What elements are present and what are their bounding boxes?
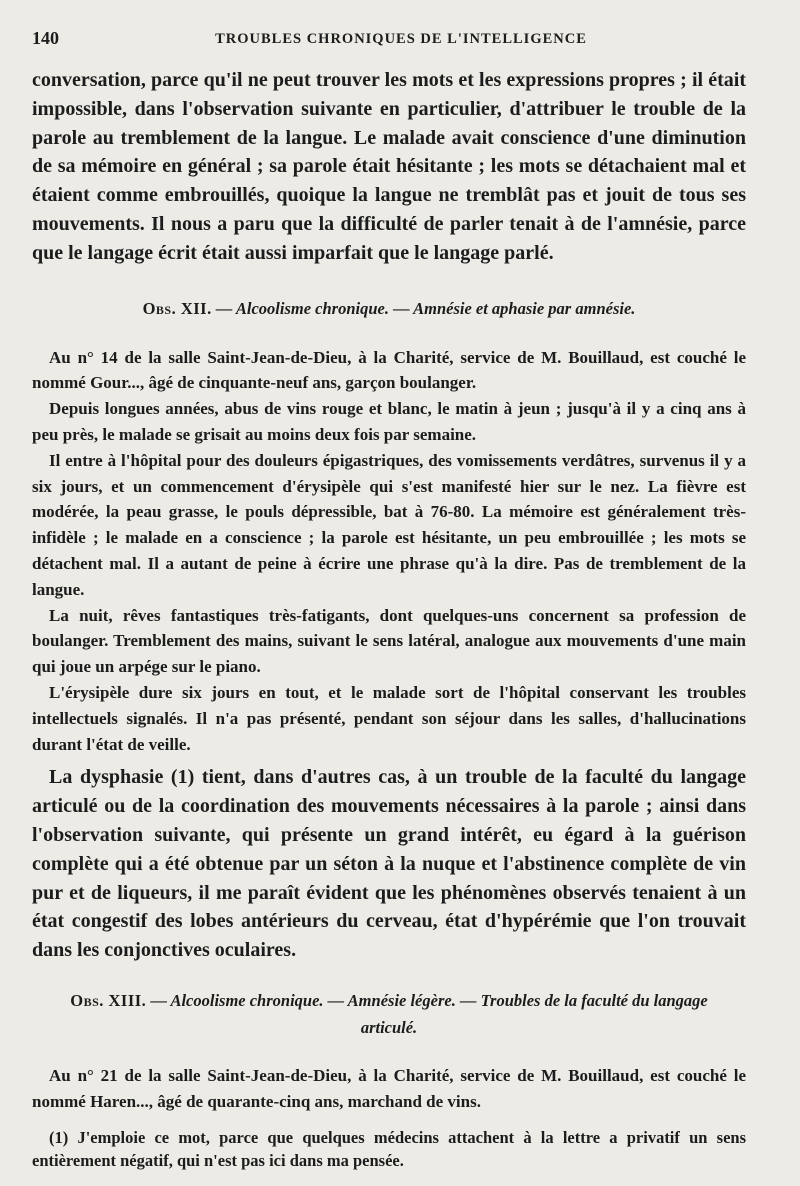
case-paragraph: Au n° 21 de la salle Saint-Jean-de-Dieu, à la Charité, service de M. Bouillaud, est couché le nommé Haren..., âgé de quarante-cinq ans, marchand de vins. [32, 1065, 746, 1111]
observation-heading-xiii [32, 987, 746, 1041]
observation-label: Obs. XIII. [70, 990, 147, 1010]
observation-heading-xii [32, 295, 746, 322]
case-paragraph: La nuit, rêves fantastiques très-fatigants, dont quelques-uns concernent sa profession de boulanger. Tremblement des mains, suivant le sens latéral, analogue aux mouvements d'une main qui joue un arpége sur le piano. [32, 605, 746, 677]
observation-label: Obs. XII. [142, 298, 212, 318]
observation-title: — Alcoolisme chronique. — Amnésie légère. — Troubles de la faculté du langage articulé. [150, 990, 708, 1037]
page-number: 140 [32, 28, 59, 48]
page-body [32, 66, 746, 1172]
footnote: (1) J'emploie ce mot, parce que quelques médecins attachent à la lettre a privatif un sens entièrement négatif, qui n'est pas ici dans ma pensée. [32, 1127, 746, 1170]
case-paragraph: Au n° 14 de la salle Saint-Jean-de-Dieu, à la Charité, service de M. Bouillaud, est couché le nommé Gour..., âgé de cinquante-neuf ans, garçon boulanger. [32, 347, 746, 393]
running-head: TROUBLES CHRONIQUES DE L'INTELLIGENCE [215, 31, 587, 47]
page-header [32, 28, 770, 52]
case-paragraph: Depuis longues années, abus de vins rouge et blanc, le matin à jeun ; jusqu'à il y a cinq ans à peu près, le malade se grisait au moins deux fois par semaine. [32, 399, 746, 444]
case-paragraph: Il entre à l'hôpital pour des douleurs épigastriques, des vomissements verdâtres, survenus il y a six jours, et un commencement d'érysipèle qui s'est manifesté hier sur le nez. La fièvre est modérée, la peau grasse, le pouls dépressible, bat à 76-80. La mémoire est généralement très-infidèle ; le malade en a conscience ; la parole est hésitante, un peu embrouillée ; les mots se détachent mal. Il a autant de peine à écrire une phrase qu'à la dire. Pas de tremblement de la langue. [32, 450, 746, 599]
case-paragraph: L'érysipèle dure six jours en tout, et le malade sort de l'hôpital conservant les troubles intellectuels signalés. Il n'a pas présenté, pendant son séjour dans les salles, d'hallucinations durant l'état de veille. [32, 682, 746, 754]
paragraph-continuation: conversation, parce qu'il ne peut trouver les mots et les expressions propres ; il était impossible, dans l'observation suivante en particulier, d'attribuer le trouble de la parole au tremblement de la langue. Le malade avait conscience d'une diminution de sa mémoire en général ; sa parole était hésitante ; les mots se détachaient mal et étaient comme embrouillés, quoique la langue ne tremblât pas et jouit de tous ses mouvements. Il nous a paru que la difficulté de parler tenait à de l'amnésie, parce que le langage écrit était aussi imparfait que le langage parlé. [32, 69, 746, 264]
observation-title: — Alcoolisme chronique. — Amnésie et aphasie par amnésie. [215, 298, 636, 318]
main-paragraph: La dysphasie (1) tient, dans d'autres cas, à un trouble de la faculté du langage articulé ou de la coordination des mouvements nécessaires à la parole ; ainsi dans l'observation suivante, qui présente un grand intérêt, eu égard à la guérison complète qui a été obtenue par un séton à la nuque et l'abstinence complète de vin pur et de liqueurs, il me paraît évident que les phénomènes observés tenaient à un état congestif des lobes antérieurs du cerveau, état d'hypérémie que l'on trouvait dans les conjonctives oculaires. [32, 766, 746, 962]
